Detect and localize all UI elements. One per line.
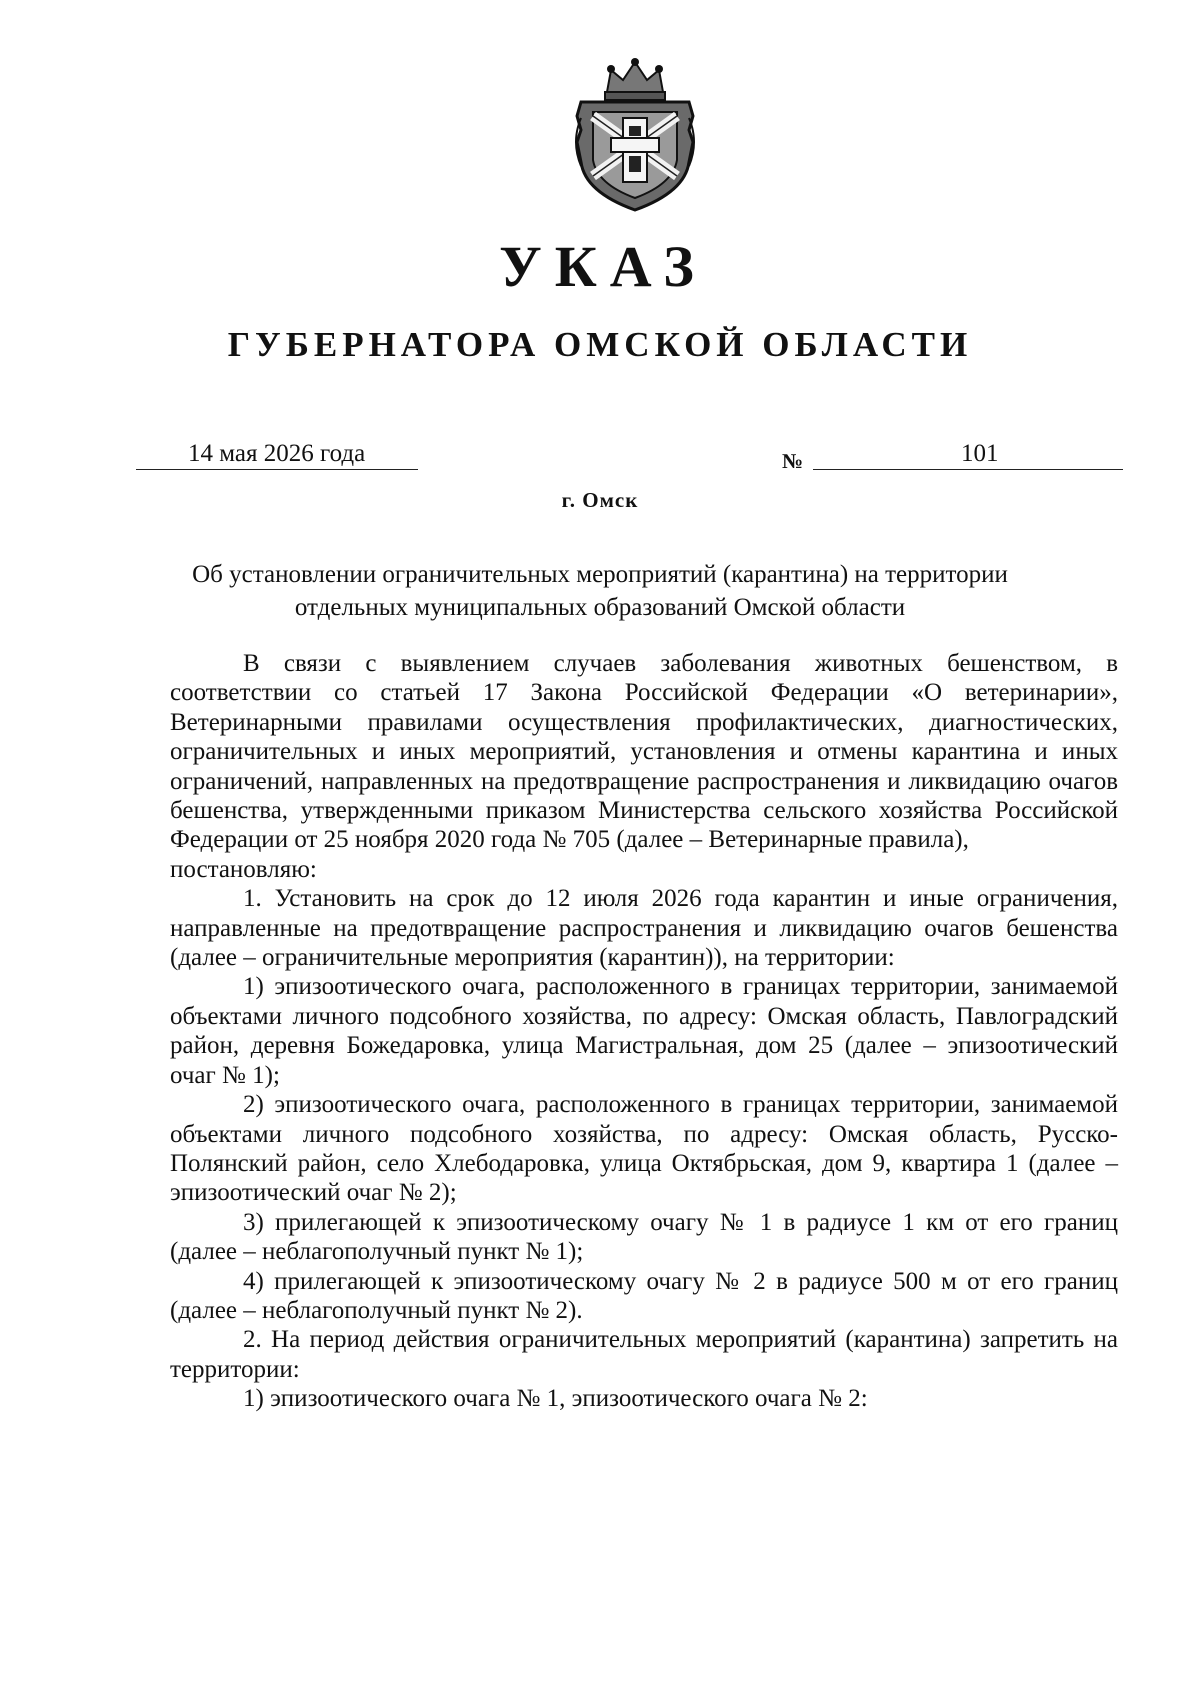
document-title: УКАЗ [499,234,707,299]
paragraph: 2) эпизоотического очага, расположенного в границах территории, занимаемой объектами личного подсобного хозяйства, по адресу: Омская область, Русско-Полянский район, село Хлебодаровка, улица Октябрьская, дом 9, квартира 1 (далее – эпизоотический очаг № 2); [170,1091,1118,1207]
paragraph: 1) эпизоотического очага, расположенного в границах территории, занимаемой объектами личного подсобного хозяйства, по адресу: Омская область, Павлоградский район, деревня Божедаровка, улица Магистральная, дом 25 (далее – эпизоотический очаг № 1); [170,973,1118,1089]
document-date: 14 мая 2026 года [188,440,366,467]
paragraph: 3) прилегающей к эпизоотическому очагу № 1 в радиусе 1 км от его границ (далее – неблагополучный пункт № 1); [170,1208,1118,1266]
number-label: № [782,449,804,473]
paragraph: 4) прилегающей к эпизоотическому очагу № 2 в радиусе 500 м от его границ (далее – неблагополучный пункт № 2). [170,1267,1118,1324]
coat-of-arms-icon [567,58,703,216]
date-field [136,441,418,470]
heading-line: Об установлении ограничительных мероприятий (карантина) на территории [192,561,1008,588]
paragraph: постановляю: [170,855,317,883]
document-subtitle: ГУБЕРНАТОРА ОМСКОЙ ОБЛАСТИ [227,325,973,364]
document-heading [150,558,1050,624]
paragraph: 2. На период действия ограничительных мероприятий (карантина) запретить на территории: [170,1326,1118,1383]
document-number: 101 [961,440,999,467]
heading-line: отдельных муниципальных образований Омской области [294,594,906,621]
document-city: г. Омск [561,488,639,512]
paragraph: 1) эпизоотического очага № 1, эпизоотического очага № 2: [243,1385,868,1413]
paragraph: 1. Установить на срок до 12 июля 2026 года карантин и иные ограничения, направленные на предотвращение распространения и ликвидацию очагов бешенства (далее – ограничительные мероприятия (карантин)), на территории: [170,885,1118,972]
number-field [813,441,1123,470]
paragraph: В связи с выявлением случаев заболевания животных бешенством, в соответствии со статьей 17 Закона Российской Федерации «О ветеринарии», Ветеринарными правилами осуществления профилактических, диагностических, ограничительных и иных мероприятий, установления и отмены карантина и иных ограничений, направленных на предотвращение распространения и ликвидацию очагов бешенства, утвержденными приказом Министерства сельского хозяйства Российской Федерации от 25 ноября 2020 года № 705 (далее – Ветеринарные правила), [170,650,1118,854]
document-body [170,649,1118,1414]
